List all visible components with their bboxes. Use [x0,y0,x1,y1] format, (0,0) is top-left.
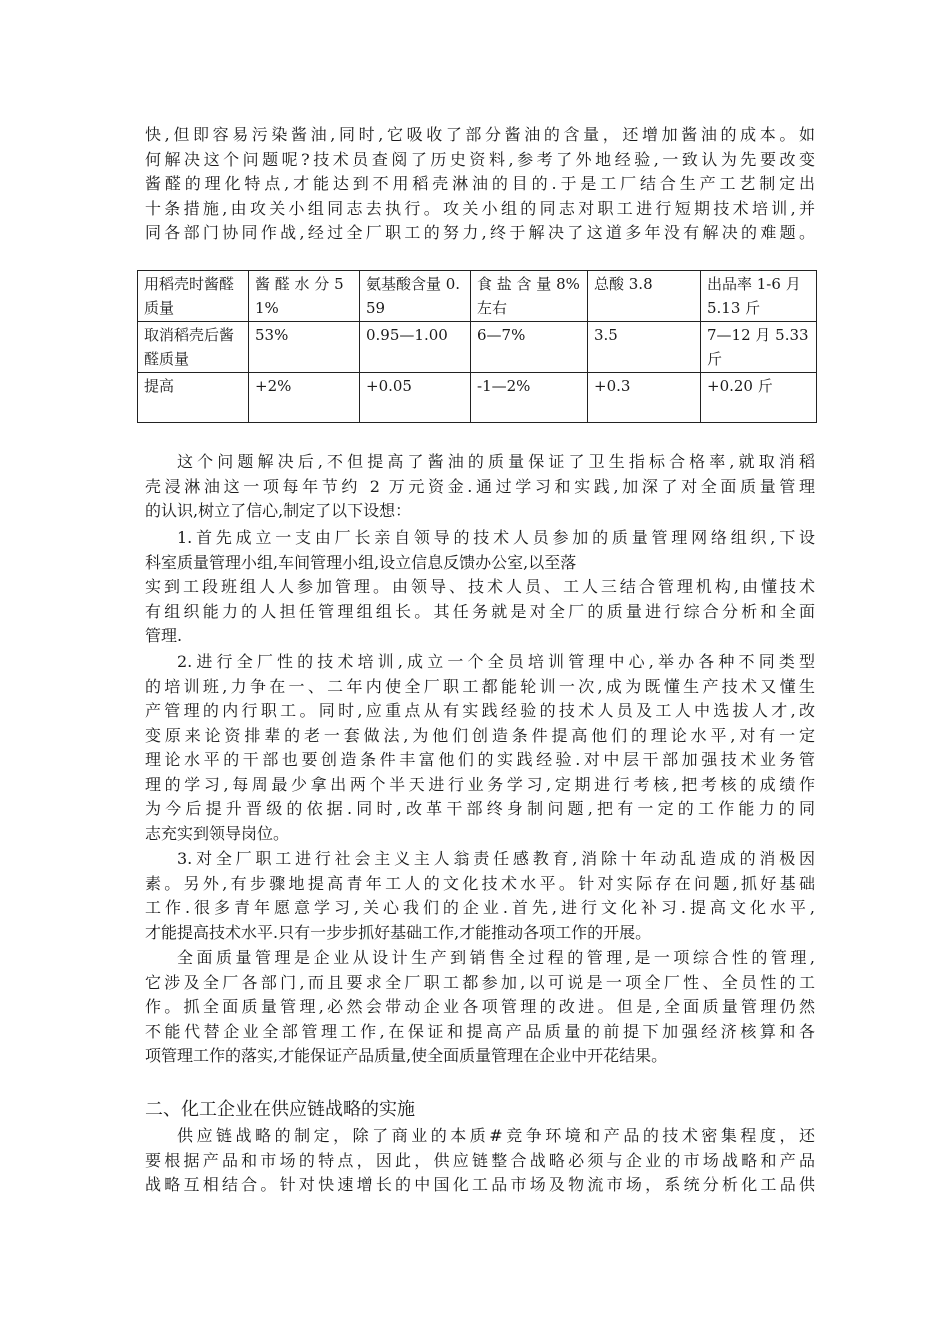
quality-comparison-table [137,270,817,423]
text-line: 有组织能力的人担任管理组组长。其任务就是对全厂的质量进行综合分析和全面 [145,601,815,621]
table-cell: +0.05 [360,373,471,423]
table-cell: 用稻壳时酱醛质量 [138,271,249,322]
table-cell: +0.3 [588,373,701,423]
text-line: 2.进行全厂性的技术培训,成立一个全员培训管理中心,举办各种不同类型 [177,652,815,671]
text-line: 战略互相结合。针对快速增长的中国化工品市场及物流市场，系统分析化工品供 [145,1175,815,1194]
text-line: 科室质量管理小组,车间管理小组,设立信息反馈办公室,以至落 [145,552,577,572]
text-line: 壳浸淋油这一项每年节约 2 万元资金.通过学习和实践,加深了对全面质量管理 [145,476,815,496]
text-line: 这个问题解决后,不但提高了酱油的质量保证了卫生指标合格率,就取消稻 [177,452,815,471]
text-line: 理的学习,每周最少拿出两个半天进行业务学习,定期进行考核,把考核的成绩作 [145,774,815,794]
result-paragraph [145,450,815,524]
text-line: 要根据产品和市场的特点，因此，供应链整合战略必须与企业的市场战略和产品 [145,1150,815,1170]
section-body-paragraph [145,1124,815,1198]
text-line: 变原来论资排辈的老一套做法,为他们创造条件提高他们的理论水平,对有一定 [145,725,815,745]
text-line: 实到工段班组人人参加管理。由领导、技术人员、工人三结合管理机构,由懂技术 [145,577,815,596]
text-line: 供应链战略的制定，除了商业的本质#竞争环境和产品的技术密集程度，还 [177,1126,815,1145]
text-line: 全面质量管理是企业从设计生产到销售全过程的管理,是一项综合性的管理, [177,948,815,967]
table-cell: 酱 醛 水 分 51% [249,271,360,322]
table-cell: +2% [249,373,360,423]
text-line: 快,但即容易污染酱油,同时,它吸收了部分酱油的含量，还增加酱油的成本。如 [145,125,815,144]
text-line: 的培训班,力争在一、二年内使全厂职工都能轮训一次,成为既懂生产技术又懂生 [145,676,815,696]
text-line: 产管理的内行职工。同时,应重点从有实践经验的技术人员及工人中选拔人才,改 [145,701,815,720]
table-cell: 总酸 3.8 [588,271,701,322]
text-line: 酱醛的理化特点,才能达到不用稻壳淋油的目的.于是工厂结合生产工艺制定出 [145,174,815,193]
table-cell: 7—12 月 5.33 斤 [701,322,817,373]
table-cell: 提高 [138,373,249,423]
text-line: 素。另外,有步骤地提高青年工人的文化技术水平。针对实际存在问题,抓好基础 [145,873,815,893]
text-line: 不能代替企业全部管理工作,在保证和提高产品质量的前提下加强经济核算和各 [145,1021,815,1041]
table-row [138,271,817,322]
table-cell: 0.95—1.00 [360,322,471,373]
table-cell: 53% [249,322,360,373]
text-line: 何解决这个问题呢?技术员查阅了历史资料,参考了外地经验,一致认为先要改变 [145,149,815,169]
table-cell: 6—7% [471,322,588,373]
summary-paragraph [145,946,815,1069]
table-row [138,373,817,423]
text-line: 管理. [145,626,183,645]
table-cell: 3.5 [588,322,701,373]
text-line: 的认识,树立了信心,制定了以下设想： [145,501,412,520]
table-cell: 氨基酸含量 0.59 [360,271,471,322]
text-line: 作。抓全面质量管理,必然会带动企业各项管理的改进。但是,全面质量管理仍然 [145,997,815,1016]
table-row [138,322,817,373]
text-line: 为今后提升晋级的依据.同时,改革干部终身制问题,把有一定的工作能力的同 [145,799,815,818]
text-line: 志充实到领导岗位。 [145,823,290,843]
text-line: 工作.很多青年愿意学习,关心我们的企业.首先,进行文化补习.提高文化水平, [145,898,815,917]
text-line: 项管理工作的落实,才能保证产品质量,使全面质量管理在企业中开花结果。 [145,1046,668,1065]
plan-point-1 [145,526,815,649]
text-line: 3.对全厂职工进行社会主义主人翁责任感教育,消除十年动乱造成的消极因 [177,849,815,868]
table-cell: 取消稻壳后酱醛质量 [138,322,249,373]
plan-point-2 [145,650,815,846]
table-cell: 食 盐 含 量 8%左右 [471,271,588,322]
text-line: 十条措施,由攻关小组同志去执行。攻关小组的同志对职工进行短期技术培训,并 [145,198,815,218]
section-heading: 二、化工企业在供应链战略的实施 [145,1099,415,1120]
text-line: 才能提高技术水平.只有一步步抓好基础工作,才能推动各项工作的开展。 [145,922,652,942]
intro-paragraph [145,123,815,246]
table-cell: -1—2% [471,373,588,423]
text-line: 它涉及全厂各部门,而且要求全厂职工都参加,以可说是一项全厂性、全员性的工 [145,972,815,992]
table-cell: 出品率 1-6 月 5.13 斤 [701,271,817,322]
plan-point-3 [145,847,815,945]
table-cell: +0.20 斤 [701,373,817,423]
text-line: 同各部门协同作战,经过全厂职工的努力,终于解决了这道多年没有解决的难题。 [145,223,815,242]
text-line: 理论水平的干部也要创造条件丰富他们的实践经验.对中层干部加强技术业务管 [145,750,815,769]
text-line: 1.首先成立一支由厂长亲自领导的技术人员参加的质量管理网络组织,下设 [177,528,815,547]
